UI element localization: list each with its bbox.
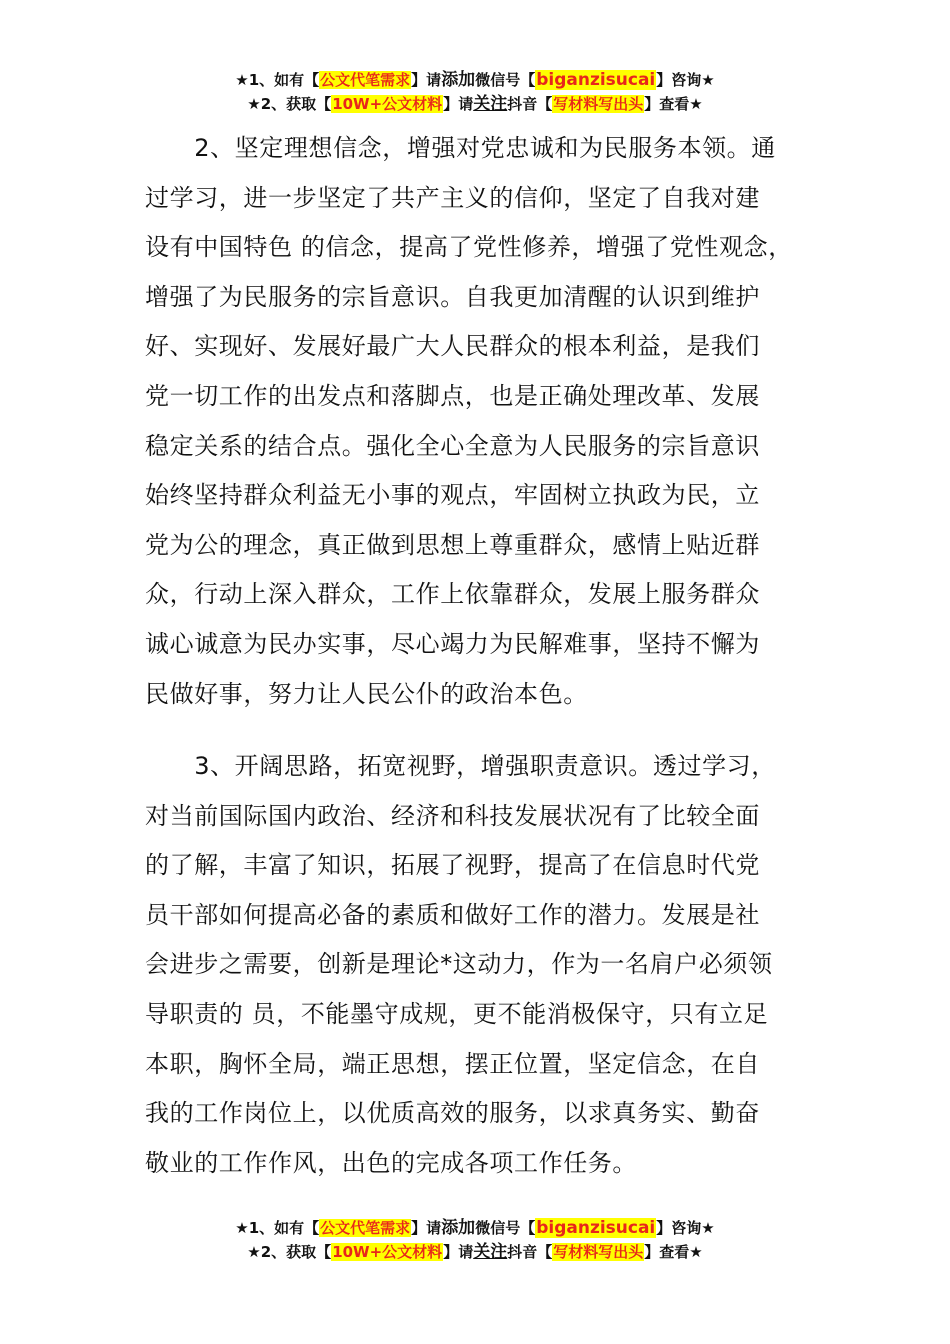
banner-line-1: ★1、如有【公文代笔需求】请添加微信号【biganzisucai】咨询★ — [235, 70, 715, 90]
text-line: 党一切工作的出发点和落脚点，也是正确处理改革、发展 — [145, 381, 760, 410]
text-line: 众，行动上深入群众，工作上依靠群众，发展上服务群众 — [145, 580, 760, 609]
text-line: 本职，胸怀全局，端正思想，摆正位置，坚定信念，在自 — [145, 1049, 760, 1078]
text-line: 3、开阔思路，拓宽视野，增强职责意识。透过学习， — [145, 752, 776, 780]
text-line: 我的工作岗位上，以优质高效的服务，以求真务实、勤奋 — [145, 1099, 760, 1128]
highlight-douyin: 写材料写出头 — [553, 1243, 644, 1261]
text-line: 设有中国特色 的信念，提高了党性修养，增强了党性观念， — [145, 233, 793, 262]
highlight-douyin: 写材料写出头 — [553, 95, 644, 113]
highlight-service: 公文代笔需求 — [320, 1219, 411, 1237]
highlight-materials: 10W+公文材料 — [332, 1243, 443, 1261]
text-line: 民做好事，努力让人民公仆的政治本色。 — [145, 679, 588, 708]
text-line: 党为公的理念，真正做到思想上尊重群众，感情上贴近群 — [145, 530, 760, 559]
text-line: 稳定关系的结合点。强化全心全意为人民服务的宗旨意识 — [145, 431, 760, 460]
text-line: 诚心诚意为民办实事，尽心竭力为民解难事，坚持不懈为 — [145, 629, 760, 658]
text-line: 敬业的工作作风，出色的完成各项工作任务。 — [145, 1148, 637, 1177]
text-line: 员干部如何提高必备的素质和做好工作的潜力。发展是社 — [145, 900, 760, 929]
text-line: 增强了为民服务的宗旨意识。自我更加清醒的认识到维护 — [145, 282, 760, 311]
header-banner — [0, 68, 950, 116]
text-line: 的了解，丰富了知识，拓展了视野，提高了在信息时代党 — [145, 851, 760, 880]
text-line: 始终坚持群众利益无小事的观点，牢固树立执政为民，立 — [145, 481, 760, 510]
text-line: 对当前国际国内政治、经济和科技发展状况有了比较全面 — [145, 801, 760, 830]
highlight-wechat-id: biganzisucai — [536, 1218, 656, 1238]
text-line: 会进步之需要，创新是理论*这动力，作为一名肩户必须领 — [145, 950, 773, 979]
text-line: 导职责的 员，不能墨守成规，更不能消极保守，只有立足 — [145, 999, 769, 1028]
banner-line-2: ★2、获取【10W+公文材料】请关注抖音【写材料写出头】查看★ — [247, 94, 703, 114]
text-line: 过学习，进一步坚定了共产主义的信仰，坚定了自我对建 — [145, 183, 760, 212]
highlight-materials: 10W+公文材料 — [332, 95, 443, 113]
text-line: 好、实现好、发展好最广大人民群众的根本利益，是我们 — [145, 332, 760, 361]
highlight-wechat-id: biganzisucai — [536, 70, 656, 90]
text-line: 2、坚定理想信念，增强对党忠诚和为民服务本领。通 — [145, 134, 776, 162]
highlight-service: 公文代笔需求 — [320, 71, 411, 89]
paragraph-2 — [145, 124, 810, 719]
banner-line-1: ★1、如有【公文代笔需求】请添加微信号【biganzisucai】咨询★ — [235, 1218, 715, 1238]
banner-line-2: ★2、获取【10W+公文材料】请关注抖音【写材料写出头】查看★ — [247, 1242, 703, 1262]
footer-banner — [0, 1216, 950, 1264]
paragraph-3 — [145, 742, 810, 1188]
